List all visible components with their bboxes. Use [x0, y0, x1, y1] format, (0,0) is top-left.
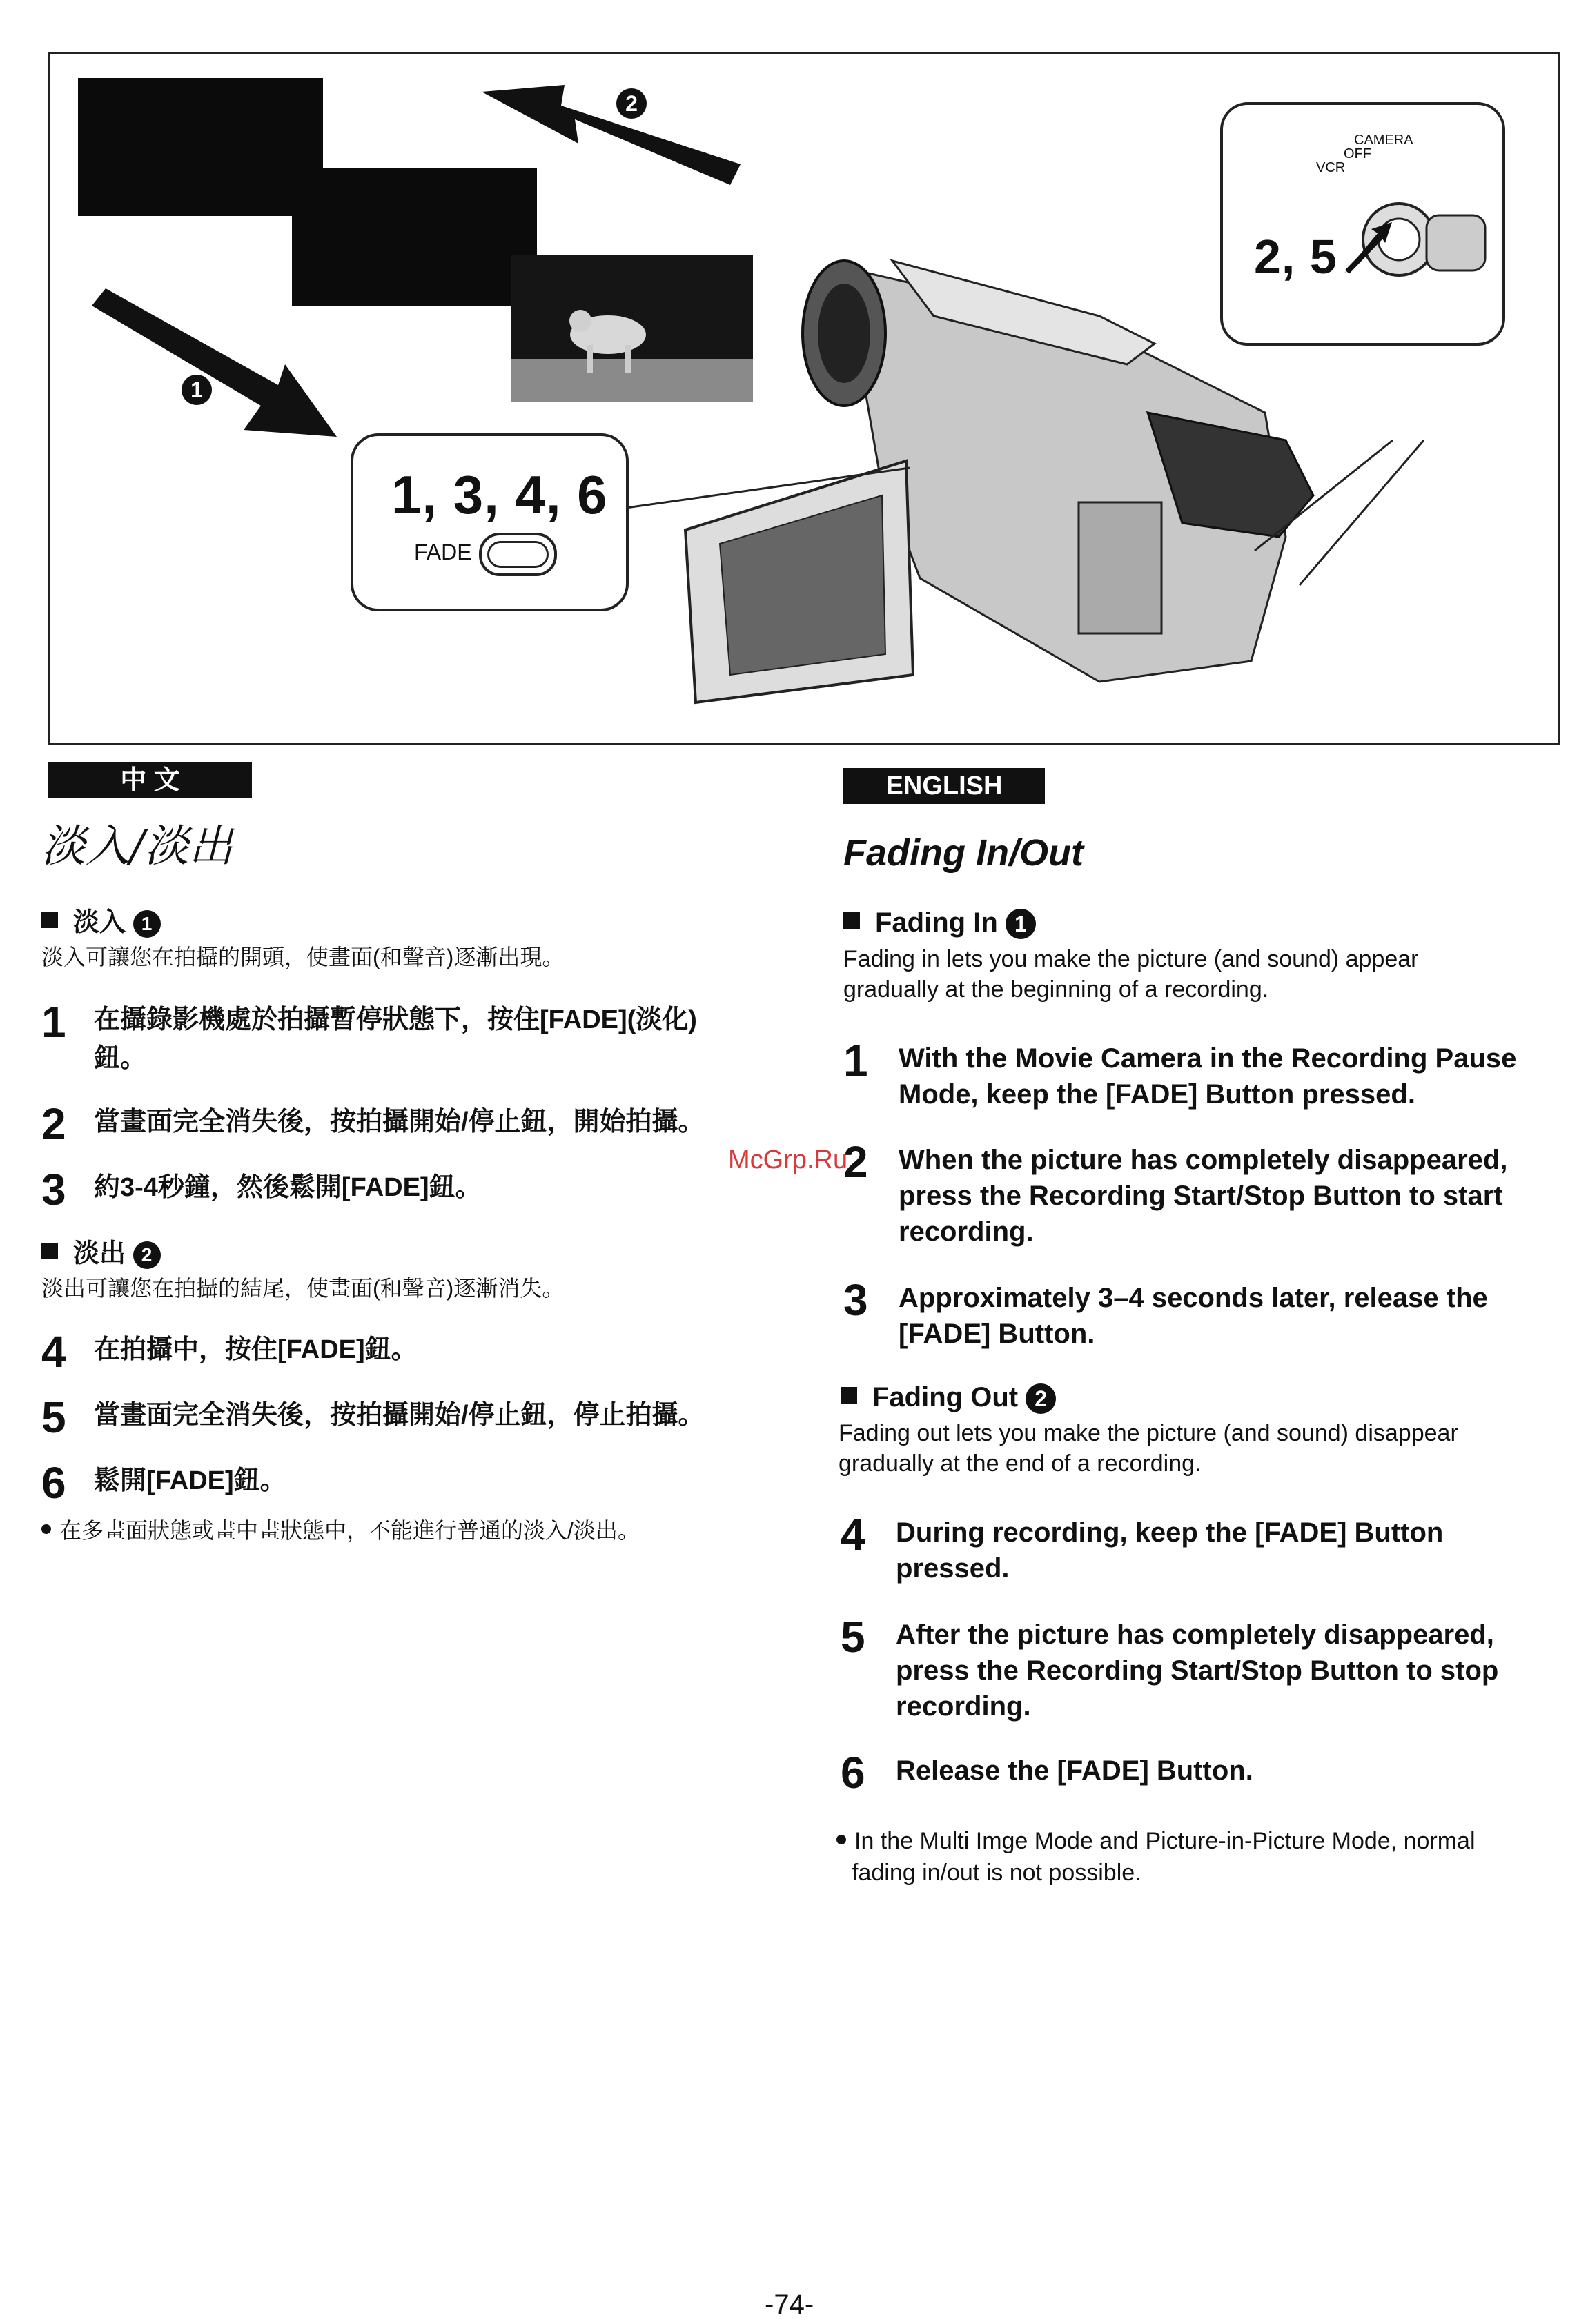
english-lang-label: ENGLISH	[843, 768, 1045, 804]
english-step-6: 6 Release the [FADE] Button.	[841, 1748, 1253, 1798]
english-fade-out-desc: Fading out lets you make the picture (and sound) disappear gradually at the end of a recording.	[839, 1420, 1458, 1477]
chinese-fade-in-heading: 淡入 1	[41, 900, 161, 938]
english-step-5: 5 After the picture has completely disappeared, press the Recording Start/Stop Button to stop recording.	[841, 1612, 1499, 1722]
callout-steps-start-stop: 2, 5	[1254, 230, 1337, 284]
illustration-frame	[48, 52, 1560, 745]
chinese-title: 淡入/淡出	[41, 821, 233, 872]
mode-label-camera: CAMERA	[1354, 132, 1413, 148]
fade-button-callout	[351, 433, 629, 611]
english-step-3: 3 Approximately 3–4 seconds later, release the [FADE] Button.	[843, 1275, 1488, 1349]
chinese-step-2: 2 當畫面完全消失後，按拍攝開始/停止鈕，開始拍攝。	[41, 1099, 705, 1149]
chinese-fade-out-desc: 淡出可讓您在拍攝的結尾，使畫面(和聲音)逐漸消失。	[41, 1276, 565, 1301]
chinese-lang-label: 中 文	[48, 762, 252, 798]
watermark: McGrp.Ru	[728, 1145, 848, 1174]
english-step-1: 1 With the Movie Camera in the Recording Pause Mode, keep the [FADE] Button pressed.	[843, 1036, 1517, 1110]
page-number: -74-	[765, 2289, 814, 2320]
chinese-step-5: 5 當畫面完全消失後，按拍攝開始/停止鈕，停止拍攝。	[41, 1392, 705, 1442]
marker-2: 2	[616, 88, 647, 119]
english-title: Fading In/Out	[843, 832, 1084, 874]
english-step-4: 4 During recording, keep the [FADE] Button pressed.	[841, 1510, 1444, 1584]
english-fade-in-desc: Fading in lets you make the picture (and sound) appear gradually at the beginning of a recording.	[843, 946, 1419, 1003]
callout-steps-fade: 1, 3, 4, 6	[391, 464, 608, 525]
english-note: In the Multi Imge Mode and Picture-in-Picture Mode, normal fading in/out is not possible.	[836, 1825, 1476, 1889]
english-fade-in-heading: Fading In 1	[843, 907, 1036, 939]
mode-dial-callout	[1220, 102, 1505, 346]
record-dial-icon	[1223, 105, 1502, 343]
fade-button[interactable]	[479, 533, 557, 576]
chinese-step-4: 4 在拍攝中，按住[FADE]鈕。	[41, 1327, 418, 1377]
chinese-step-1: 1 在攝錄影機處於拍攝暫停狀態下，按住[FADE](淡化) 鈕。	[41, 997, 697, 1073]
mode-label-off: OFF	[1344, 146, 1371, 161]
english-step-2: 2 When the picture has completely disappeared, press the Recording Start/Stop Button to start recording.	[843, 1137, 1508, 1247]
chinese-fade-in-desc: 淡入可讓您在拍攝的開頭，使畫面(和聲音)逐漸出現。	[41, 945, 565, 969]
chinese-step-3: 3 約3-4秒鐘，然後鬆開[FADE]鈕。	[41, 1165, 482, 1214]
mode-label-vcr: VCR	[1316, 160, 1346, 175]
marker-1: 1	[182, 375, 212, 405]
chinese-step-6: 6 鬆開[FADE]鈕。	[41, 1458, 286, 1508]
fade-button-label: FADE	[414, 540, 472, 564]
english-fade-out-heading: Fading Out 2	[841, 1382, 1056, 1414]
chinese-note: 在多畫面狀態或畫中畫狀態中，不能進行普通的淡入/淡出。	[41, 1515, 640, 1546]
chinese-fade-out-heading: 淡出 2	[41, 1232, 161, 1270]
